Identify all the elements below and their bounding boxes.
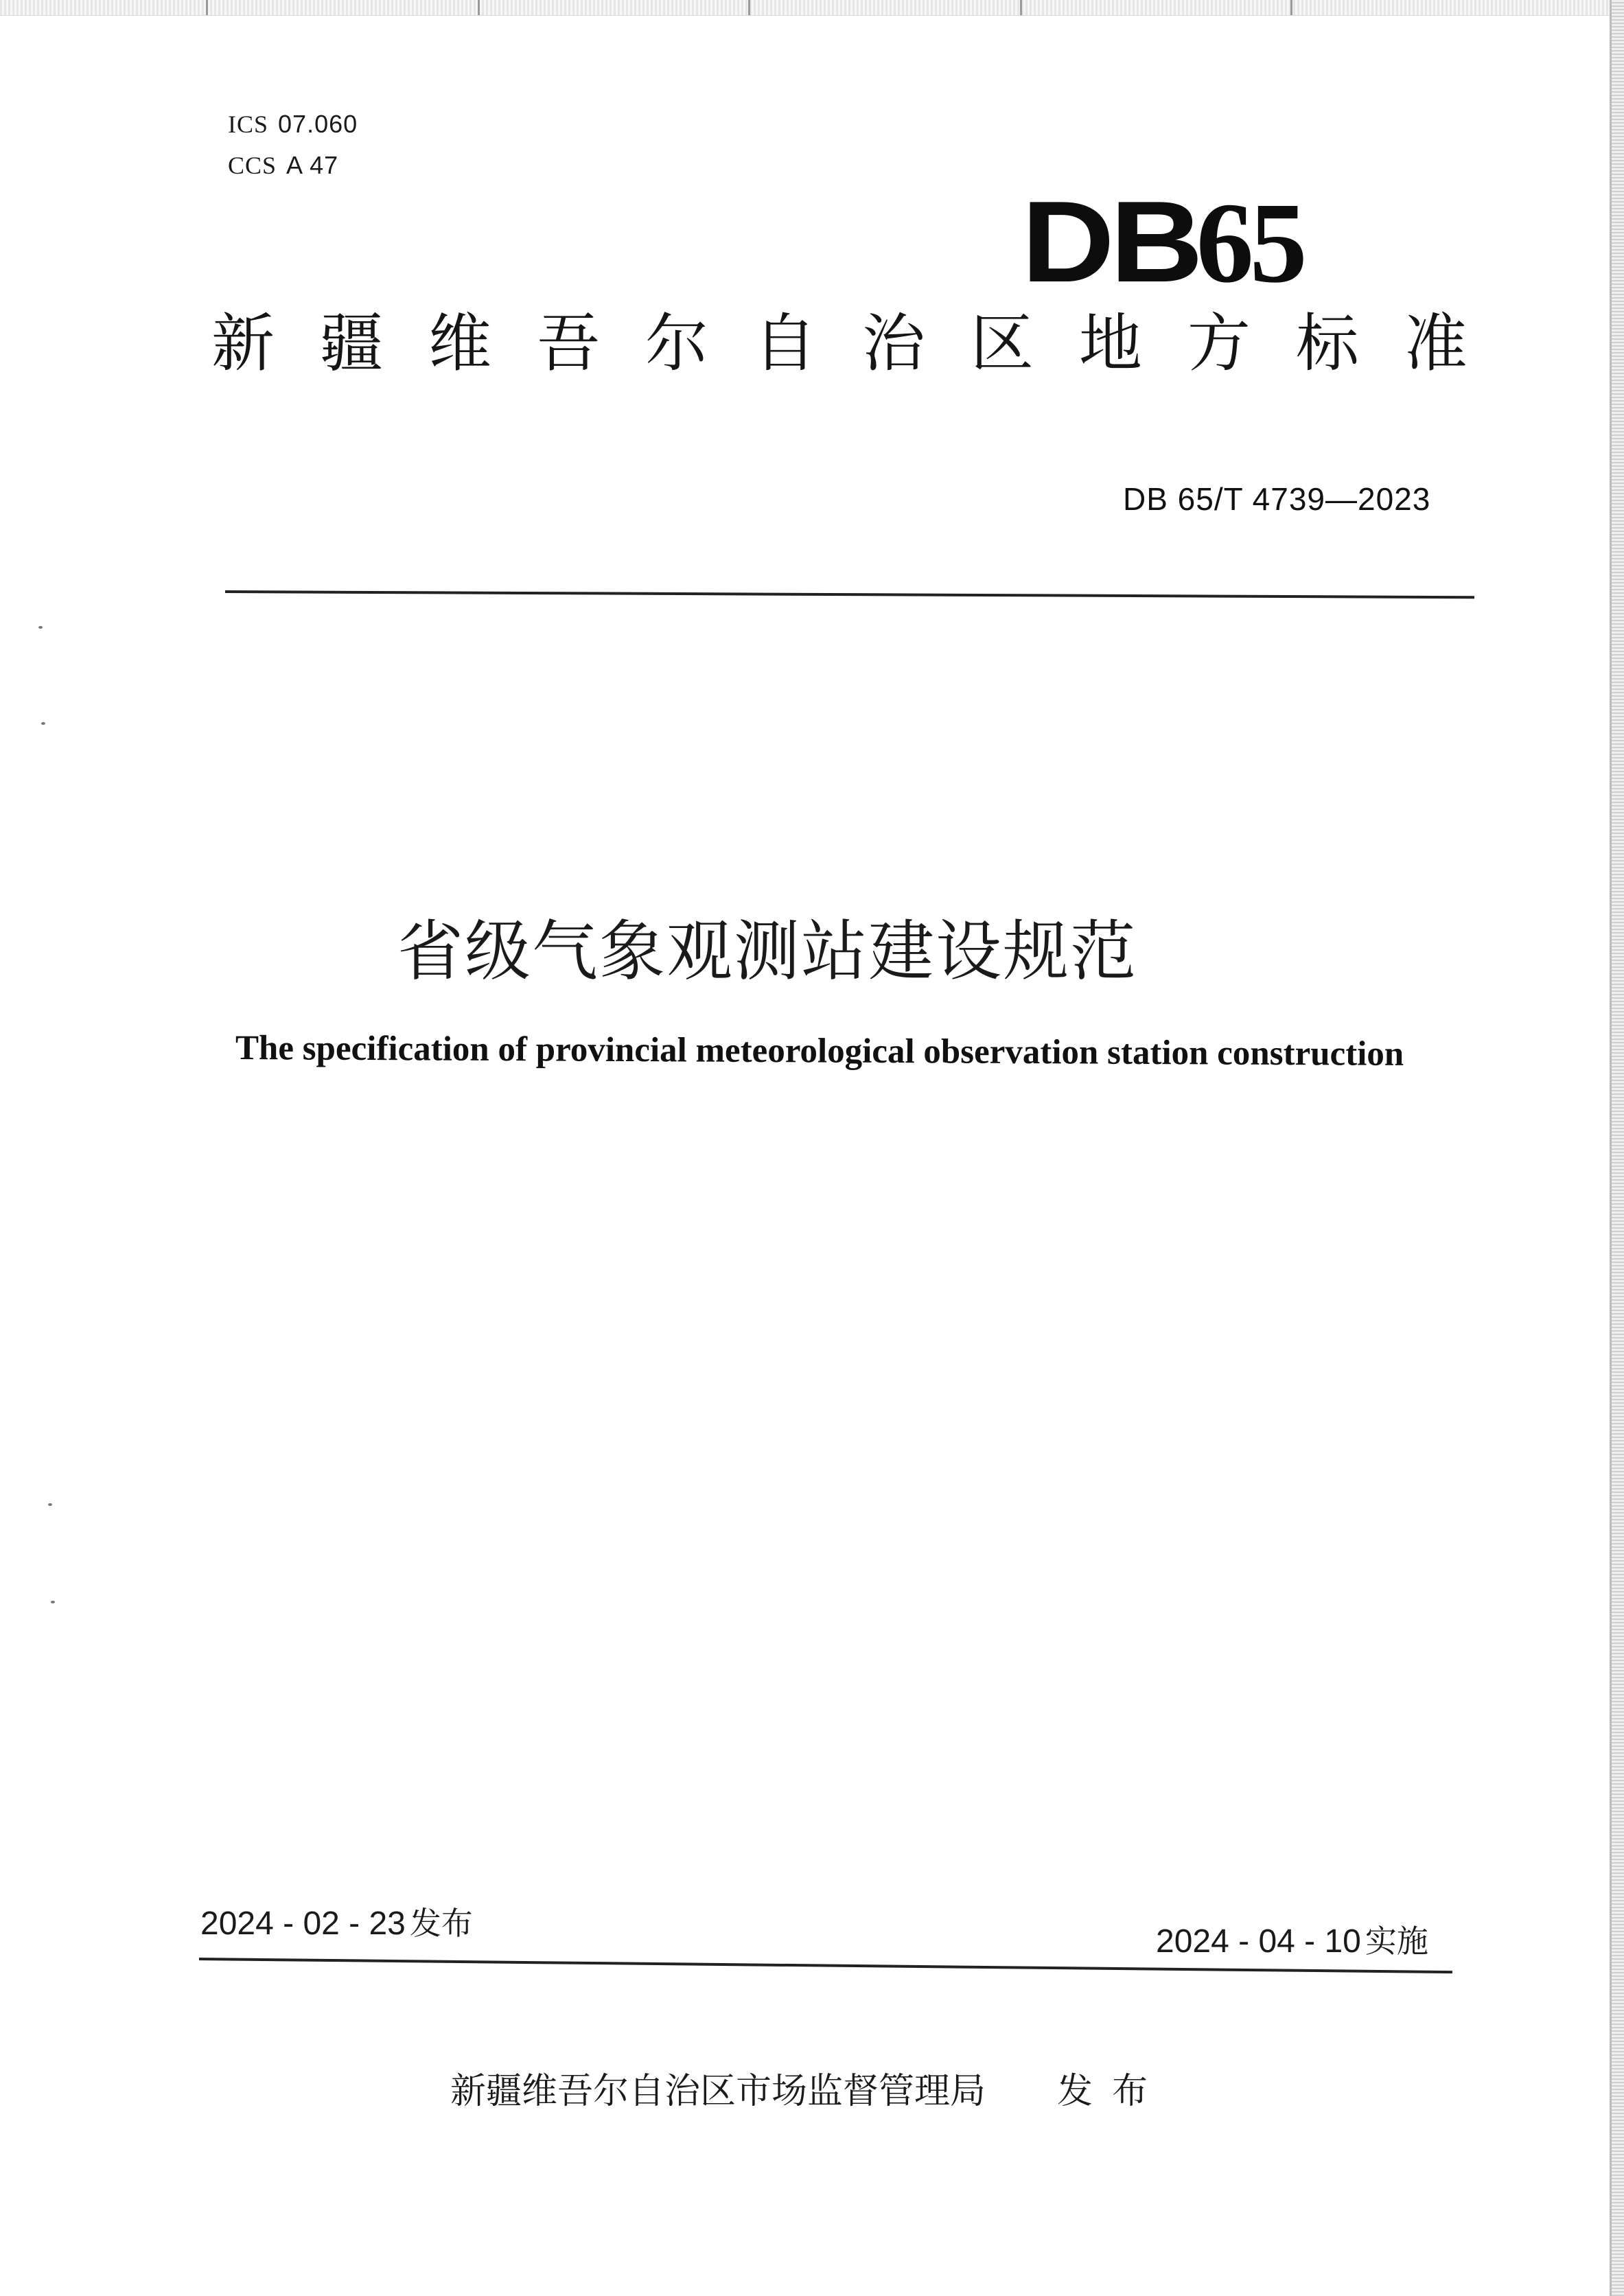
effective-date-value: 2024 - 04 - 10	[1156, 1923, 1361, 1960]
standard-type-char: 地	[1078, 307, 1142, 380]
standard-type-char: 疆	[319, 307, 383, 380]
standard-type-char: 治	[861, 307, 925, 380]
scan-edge-right	[1612, 0, 1624, 2296]
scan-speck	[41, 722, 45, 725]
standard-mark-region: 65	[1196, 179, 1303, 307]
standard-type-char: 区	[970, 307, 1034, 380]
effective-date-label: 实施	[1365, 1923, 1428, 1960]
issue-date-label: 发布	[409, 1905, 473, 1942]
standard-mark-prefix: DB	[1021, 177, 1199, 306]
ics-code	[228, 110, 358, 139]
standard-mark	[1021, 177, 1303, 307]
ccs-code	[228, 151, 338, 180]
ccs-value: A 47	[286, 151, 339, 179]
divider-top	[225, 590, 1474, 599]
ics-label: ICS	[228, 111, 269, 138]
standard-type-char: 准	[1404, 307, 1468, 380]
issue-date-value: 2024 - 02 - 23	[200, 1905, 406, 1942]
ics-value: 07.060	[278, 110, 358, 138]
document-title-cn: 省级气象观测站建设规范	[397, 913, 1137, 990]
standard-type-char: 尔	[645, 307, 708, 380]
scan-speck	[38, 626, 43, 629]
scan-edge-top	[0, 0, 1624, 16]
standard-type-char: 标	[1295, 307, 1359, 380]
standard-type-char: 维	[428, 307, 491, 380]
document-title-en: The specification of provincial meteorological observation station construction	[235, 1029, 1404, 1074]
standard-type-char: 吾	[536, 307, 600, 380]
publisher-line	[450, 2062, 1167, 2113]
scan-speck	[48, 1503, 52, 1506]
standard-type-char: 方	[1187, 307, 1251, 380]
standard-type-heading	[211, 307, 1468, 380]
scan-speck	[51, 1601, 55, 1603]
standard-type-char: 自	[753, 307, 817, 380]
ccs-label: CCS	[228, 152, 277, 179]
standard-number: DB 65/T 4739—2023	[1123, 481, 1431, 517]
issue-date	[200, 1899, 473, 1944]
publisher-action: 发布	[1057, 2071, 1168, 2112]
standard-type-char: 新	[211, 307, 275, 380]
publisher-name: 新疆维吾尔自治区市场监督管理局	[450, 2071, 986, 2112]
effective-date	[1156, 1916, 1428, 1962]
